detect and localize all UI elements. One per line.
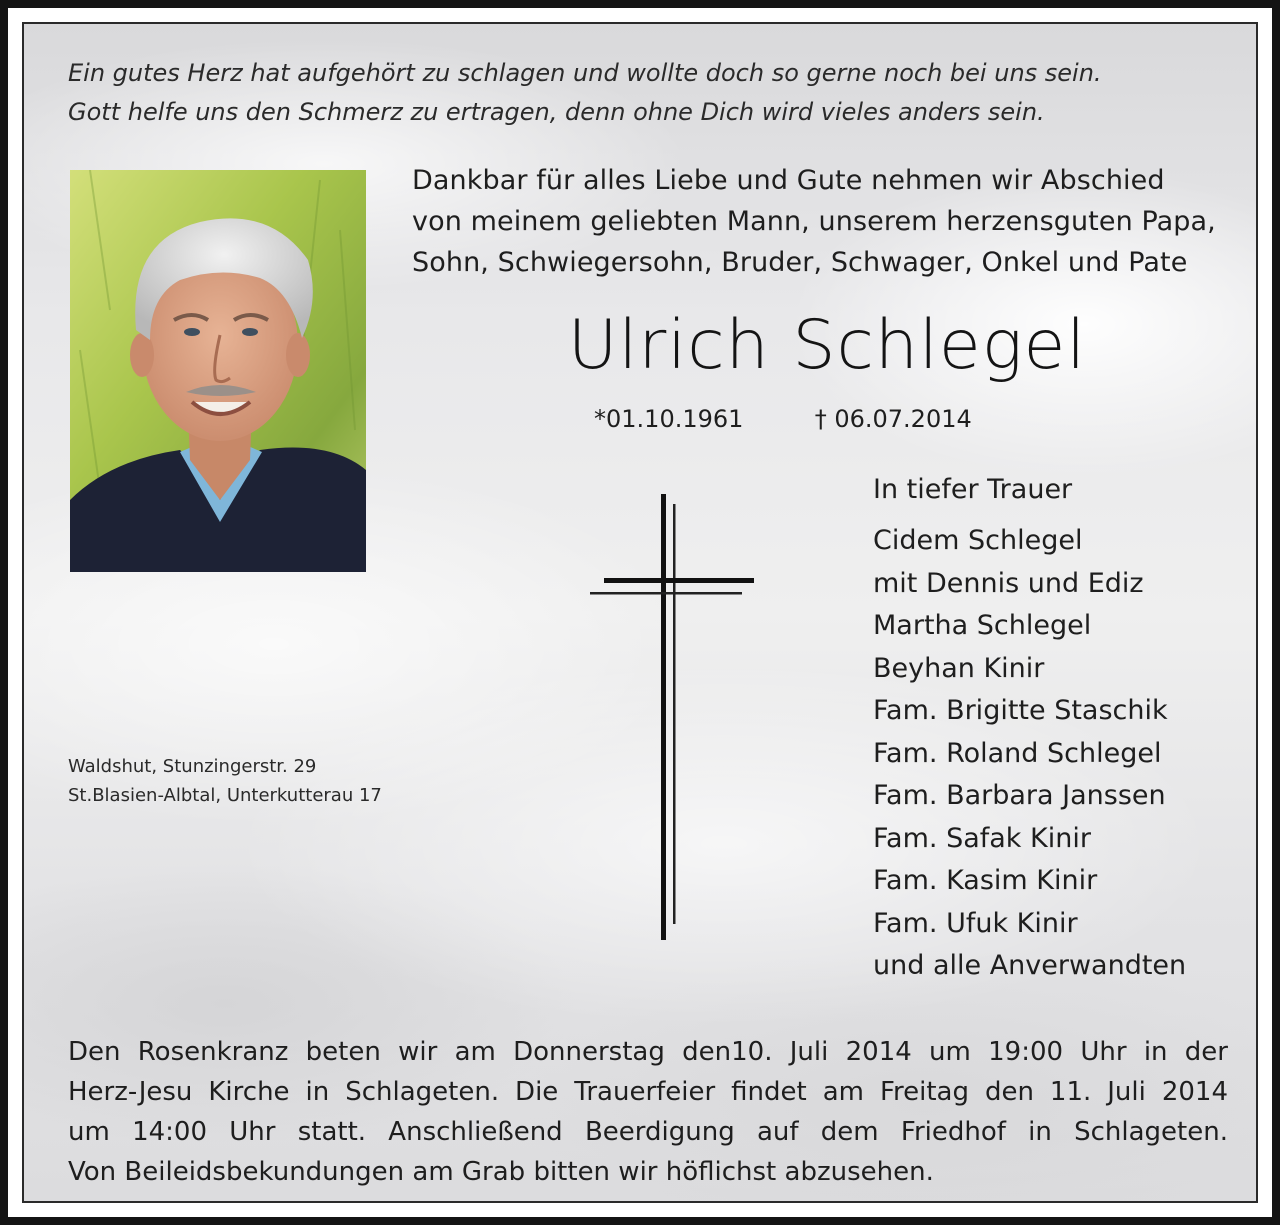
address-line: St.Blasien-Albtal, Unterkutterau 17: [68, 785, 382, 806]
quote: [68, 54, 1248, 132]
mourner-name: Martha Schlegel: [873, 610, 1092, 641]
mourner-name: Fam. Barbara Janssen: [873, 780, 1166, 811]
service-line: Von Beileidsbekundungen am Grab bitten wir höflichst abzusehen.: [68, 1157, 934, 1187]
cross-icon: [584, 484, 764, 954]
life-dates: [594, 402, 972, 436]
mourners-heading: In tiefer Trauer: [873, 474, 1073, 505]
quote-line: Ein gutes Herz hat aufgehört zu schlagen und wollte doch so gerne noch bei uns sein.: [68, 59, 1102, 87]
portrait-illustration: [70, 170, 366, 572]
service-line: um 14:00 Uhr statt. Anschließend Beerdigung auf dem Friedhof in Schlageten.: [68, 1117, 1228, 1147]
birth-date: *01.10.1961: [594, 405, 744, 433]
quote-line: Gott helfe uns den Schmerz zu ertragen, denn ohne Dich wird vieles anders sein.: [68, 98, 1045, 126]
mourners-list: [873, 468, 1258, 988]
mourner-name: Fam. Safak Kinir: [873, 822, 1091, 854]
mourner-name: und alle Anverwandten: [873, 950, 1187, 981]
death-date: † 06.07.2014: [814, 405, 972, 433]
mourner-name: mit Dennis und Ediz: [873, 567, 1144, 599]
portrait-photo: [70, 170, 366, 572]
mourner-name: Fam. Roland Schlegel: [873, 737, 1162, 769]
intro-line: Sohn, Schwiegersohn, Bruder, Schwager, Onkel und Pate: [412, 247, 1188, 278]
mourner-name: Fam. Kasim Kinir: [873, 865, 1098, 896]
service-information: [68, 1032, 1228, 1192]
family-address: [68, 752, 382, 810]
intro-line: Dankbar für alles Liebe und Gute nehmen wir Abschied: [412, 165, 1165, 196]
intro-line: von meinem geliebten Mann, unserem herzensguten Papa,: [412, 206, 1216, 237]
mourner-name: Fam. Brigitte Staschik: [873, 695, 1168, 726]
mourner-name: Fam. Ufuk Kinir: [873, 907, 1078, 939]
service-line: Herz-Jesu Kirche in Schlageten. Die Trauerfeier findet am Freitag den 11. Juli 2014: [68, 1077, 1228, 1107]
intro-text: [412, 160, 1252, 283]
mourner-name: Beyhan Kinir: [873, 652, 1045, 684]
obituary-panel: [22, 22, 1258, 1203]
deceased-name: Ulrich Schlegel: [567, 306, 1087, 385]
service-line: Den Rosenkranz beten wir am Donnerstag den10. Juli 2014 um 19:00 Uhr in der: [68, 1037, 1228, 1067]
mourner-name: Cidem Schlegel: [873, 525, 1083, 556]
address-line: Waldshut, Stunzingerstr. 29: [68, 756, 317, 777]
